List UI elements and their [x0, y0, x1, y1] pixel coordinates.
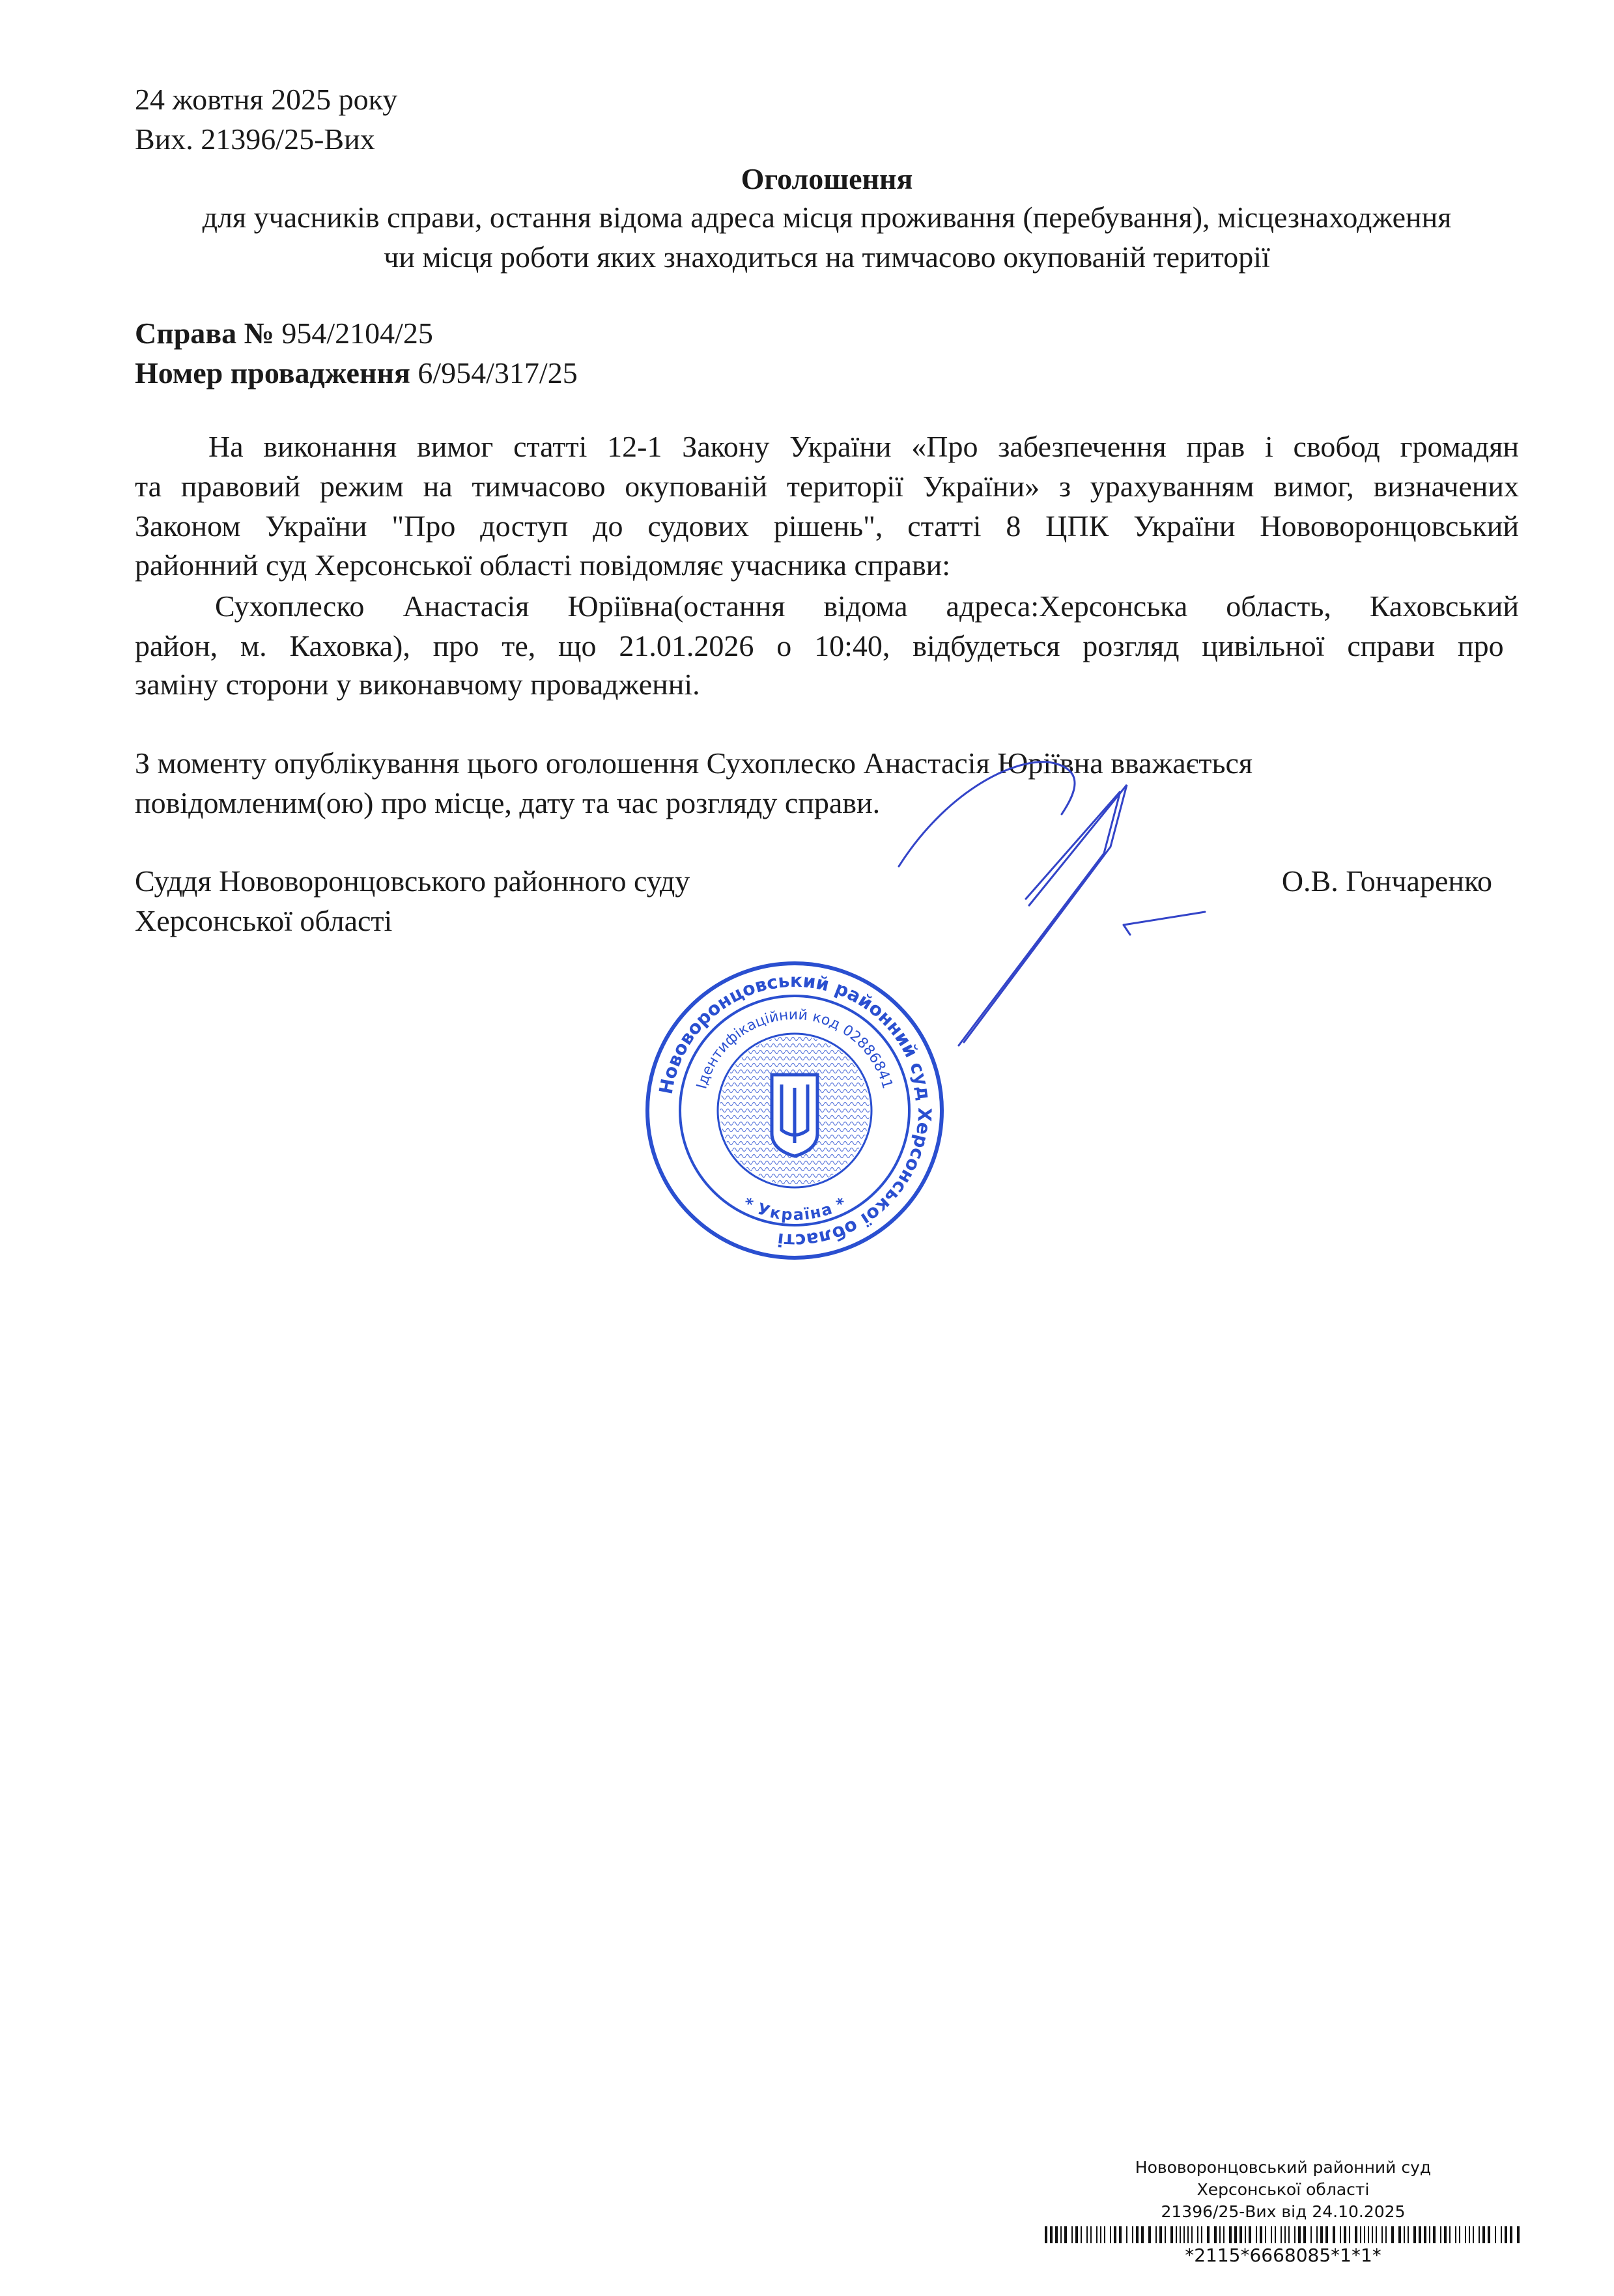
proceeding-label: Номер провадження — [135, 356, 410, 390]
barcode-bar — [1096, 2226, 1097, 2243]
barcode-bar — [1187, 2226, 1189, 2243]
case-number: 954/2104/25 — [281, 317, 433, 350]
barcode-bar — [1320, 2226, 1323, 2243]
document-title: Оголошення — [741, 162, 913, 195]
barcode-bar — [1275, 2226, 1276, 2243]
judge-name: О.В. Гончаренко — [1281, 864, 1492, 898]
barcode-bar — [1510, 2226, 1512, 2243]
barcode-bar — [1165, 2226, 1166, 2243]
barcode-bar — [1180, 2226, 1181, 2243]
barcode-bar — [1245, 2226, 1246, 2243]
barcode-bar — [1404, 2226, 1405, 2243]
barcode-bar — [1176, 2226, 1177, 2243]
barcode-bar — [1223, 2226, 1225, 2243]
barcode-bar — [1413, 2226, 1416, 2243]
footer-region: Херсонської області — [1196, 2180, 1370, 2199]
barcode-bar — [1501, 2226, 1502, 2243]
case-label: Справа № — [135, 317, 274, 350]
barcode-bar — [1505, 2226, 1507, 2243]
barcode-bar — [1119, 2226, 1122, 2243]
barcode-bar — [1239, 2226, 1242, 2243]
barcode-bar — [1170, 2226, 1173, 2243]
subtitle-line: для учасників справи, остання відома адреса місця проживання (перебування), місцезнаходження — [202, 201, 1452, 234]
barcode-bar — [1349, 2226, 1350, 2243]
barcode-bar — [1479, 2226, 1480, 2243]
barcode-bar — [1360, 2226, 1361, 2243]
barcode-bar — [1249, 2226, 1251, 2243]
barcode-bar — [1440, 2226, 1441, 2243]
barcode-bar — [1465, 2226, 1466, 2243]
barcode-bar — [1455, 2226, 1456, 2243]
barcode-bar — [1495, 2226, 1496, 2243]
barcode-bar — [1064, 2226, 1067, 2243]
barcode-bar — [1316, 2226, 1318, 2243]
barcode-bar — [1214, 2226, 1217, 2243]
barcode-bar — [1155, 2226, 1157, 2243]
barcode-bar — [1368, 2226, 1369, 2243]
handwritten-signature — [814, 756, 1238, 1055]
barcode-bar — [1433, 2226, 1436, 2243]
barcode-bar — [1459, 2226, 1460, 2243]
barcode-bar — [1075, 2226, 1078, 2243]
subtitle-line: чи місця роботи яких знаходиться на тимчасово окупованій території — [384, 240, 1270, 274]
barcode-bar — [1183, 2226, 1185, 2243]
barcode-bar — [1132, 2226, 1133, 2243]
barcode-bar — [1114, 2226, 1116, 2243]
barcode-bar — [1473, 2226, 1474, 2243]
barcode-bar — [1385, 2226, 1387, 2243]
barcode-bar — [1429, 2226, 1430, 2243]
barcode-bar — [1104, 2226, 1105, 2243]
barcode-bar — [1419, 2226, 1421, 2243]
document-date: 24 жовтня 2025 року — [135, 83, 398, 116]
barcode-bar — [1159, 2226, 1162, 2243]
barcode-bar — [1364, 2226, 1365, 2243]
barcode-bar — [1260, 2226, 1262, 2243]
barcode-bar — [1050, 2226, 1053, 2243]
barcode-bar — [1372, 2226, 1373, 2243]
barcode-bar — [1110, 2226, 1111, 2243]
barcode-bar — [1126, 2226, 1127, 2243]
footer-court-name: Нововоронцовський районний суд — [1135, 2158, 1432, 2177]
barcode-bar — [1488, 2226, 1490, 2243]
stamp-outer-text: Нововоронцовський районний суд Херсонської області — [655, 969, 936, 1252]
barcode-bar — [1136, 2226, 1139, 2243]
trident-icon — [772, 1075, 817, 1156]
barcode-bar — [1191, 2226, 1193, 2243]
barcode-bar — [1284, 2226, 1286, 2243]
paragraph-line: та правовий режим на тимчасово окупованій території України» з урахуванням вимог, визначених — [135, 470, 1519, 503]
barcode-bar — [1469, 2226, 1470, 2243]
barcode-bar — [1234, 2226, 1237, 2243]
barcode-bar — [1381, 2226, 1383, 2243]
barcode-bar — [1045, 2226, 1047, 2243]
paragraph-line: повідомленим(ою) про місце, дату та час розгляду справи. — [135, 786, 881, 819]
proceeding-number-line — [135, 353, 578, 393]
barcode — [1045, 2226, 1522, 2243]
barcode-bar — [1325, 2226, 1328, 2243]
barcode-bar — [1376, 2226, 1377, 2243]
barcode-bar — [1197, 2226, 1198, 2243]
barcode-bar — [1355, 2226, 1357, 2243]
barcode-bar — [1271, 2226, 1272, 2243]
barcode-bar — [1201, 2226, 1202, 2243]
barcode-bar — [1288, 2226, 1290, 2243]
barcode-bar — [1281, 2226, 1282, 2243]
barcode-bar — [1229, 2226, 1232, 2243]
barcode-bar — [1071, 2226, 1073, 2243]
barcode-bar — [1344, 2226, 1346, 2243]
barcode-bar — [1081, 2226, 1082, 2243]
barcode-bar — [1055, 2226, 1058, 2243]
barcode-bar — [1090, 2226, 1092, 2243]
barcode-bar — [1219, 2226, 1221, 2243]
barcode-bar — [1310, 2226, 1312, 2243]
paragraph-line: На виконання вимог статті 12-1 Закону України «Про забезпечення прав і свобод громадян — [208, 430, 1519, 463]
judge-position: Суддя Нововоронцовського районного суду — [135, 864, 690, 898]
barcode-bar — [1424, 2226, 1426, 2243]
barcode-bar — [1517, 2226, 1520, 2243]
barcode-bar — [1449, 2226, 1451, 2243]
barcode-bar — [1340, 2226, 1341, 2243]
barcode-bar — [1207, 2226, 1210, 2243]
paragraph-line: Законом України "Про доступ до судових рішень", статті 8 ЦПК України Нововоронцовський — [135, 509, 1519, 543]
stamp-bottom-text: * Україна * — [741, 1193, 849, 1224]
proceeding-number: 6/954/317/25 — [418, 356, 578, 390]
barcode-bar — [1391, 2226, 1394, 2243]
paragraph-line: район, м. Каховка), про те, що 21.01.2026 о 10:40, відбудеться розгляд цивільної справи про — [135, 629, 1504, 662]
barcode-bar — [1298, 2226, 1301, 2243]
paragraph-line: заміну сторони у виконавчому провадженні. — [135, 668, 700, 701]
case-number-line — [135, 313, 433, 353]
barcode-bar — [1482, 2226, 1485, 2243]
barcode-bar — [1303, 2226, 1306, 2243]
barcode-bar — [1444, 2226, 1447, 2243]
barcode-text: *2115*6668085*1*1* — [1185, 2245, 1381, 2266]
stamp-inner-text: Ідентифікаційний код 02886841 — [694, 1006, 896, 1091]
barcode-bar — [1265, 2226, 1266, 2243]
barcode-bar — [1148, 2226, 1151, 2243]
barcode-bar — [1141, 2226, 1144, 2243]
barcode-bar — [1408, 2226, 1409, 2243]
barcode-bar — [1060, 2226, 1062, 2243]
judge-position-region: Херсонської області — [135, 904, 393, 937]
barcode-bar — [1256, 2226, 1257, 2243]
barcode-bar — [1294, 2226, 1295, 2243]
paragraph-line: районний суд Херсонської області повідомляє учасника справи: — [135, 548, 951, 582]
footer-document-ref: 21396/25-Вих від 24.10.2025 — [1161, 2202, 1406, 2221]
barcode-bar — [1333, 2226, 1335, 2243]
paragraph-line: Сухоплеско Анастасія Юріївна(остання відома адреса:Херсонська область, Каховський — [215, 589, 1519, 623]
paragraph-line: З моменту опублікування цього оголошення Сухоплеско Анастасія Юріївна вважається — [135, 746, 1253, 780]
barcode-bar — [1100, 2226, 1101, 2243]
barcode-bar — [1398, 2226, 1401, 2243]
barcode-bar — [1086, 2226, 1088, 2243]
outgoing-number: Вих. 21396/25-Вих — [135, 122, 375, 156]
